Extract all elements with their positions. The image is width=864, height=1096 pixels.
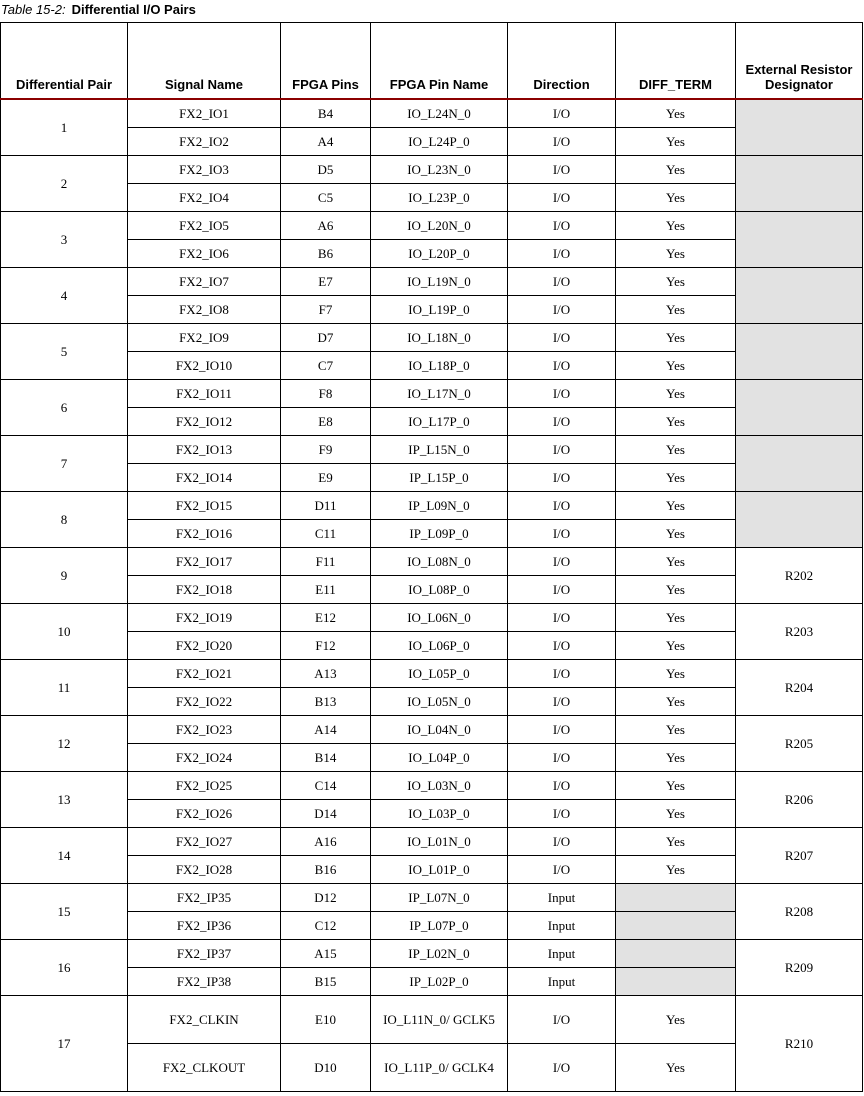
fpga-pin-name-cell: IP_L15P_0 [371,464,508,492]
fpga-pin-cell: B6 [281,240,371,268]
fpga-pin-cell: D7 [281,324,371,352]
signal-name-cell: FX2_IO6 [128,240,281,268]
fpga-pin-cell: D14 [281,800,371,828]
table-row [1,660,863,688]
diff-term-cell: Yes [616,492,736,520]
diff-term-cell: Yes [616,128,736,156]
fpga-pin-name-cell: IO_L03N_0 [371,772,508,800]
diff-term-cell: Yes [616,996,736,1044]
fpga-pin-name-cell: IO_L01N_0 [371,828,508,856]
signal-name-cell: FX2_IO7 [128,268,281,296]
diff-term-cell: Yes [616,464,736,492]
table-row [1,772,863,800]
fpga-pin-name-cell: IO_L20N_0 [371,212,508,240]
signal-name-cell: FX2_CLKOUT [128,1044,281,1092]
direction-cell: I/O [508,352,616,380]
table-row [1,548,863,576]
resistor-designator-cell: R207 [736,828,863,884]
table-row [1,464,863,492]
fpga-pin-cell: A16 [281,828,371,856]
fpga-pin-name-cell: IO_L17P_0 [371,408,508,436]
differential-pair-cell: 2 [1,156,128,212]
diff-term-cell: Yes [616,772,736,800]
signal-name-cell: FX2_IP38 [128,968,281,996]
fpga-pin-name-cell: IO_L18N_0 [371,324,508,352]
direction-cell: Input [508,884,616,912]
signal-name-cell: FX2_IP36 [128,912,281,940]
direction-cell: I/O [508,268,616,296]
fpga-pin-cell: B14 [281,744,371,772]
signal-name-cell: FX2_IO16 [128,520,281,548]
diff-term-cell: Yes [616,716,736,744]
direction-cell: I/O [508,520,616,548]
diff-term-cell [616,968,736,996]
col-header-diff-term: DIFF_TERM [616,23,736,100]
table-row [1,520,863,548]
fpga-pin-cell: F12 [281,632,371,660]
differential-io-table [0,22,863,1092]
fpga-pin-cell: A15 [281,940,371,968]
table-row [1,716,863,744]
diff-term-cell: Yes [616,828,736,856]
signal-name-cell: FX2_IO9 [128,324,281,352]
table-row [1,352,863,380]
table-row [1,800,863,828]
table-row [1,408,863,436]
fpga-pin-name-cell: IP_L07N_0 [371,884,508,912]
resistor-designator-cell: R205 [736,716,863,772]
direction-cell: I/O [508,128,616,156]
differential-pair-cell: 6 [1,380,128,436]
resistor-designator-cell: R204 [736,660,863,716]
direction-cell: I/O [508,464,616,492]
signal-name-cell: FX2_IO13 [128,436,281,464]
signal-name-cell: FX2_IO12 [128,408,281,436]
fpga-pin-cell: D5 [281,156,371,184]
fpga-pin-cell: F9 [281,436,371,464]
diff-term-cell [616,912,736,940]
table-row [1,240,863,268]
fpga-pin-cell: E12 [281,604,371,632]
direction-cell: I/O [508,548,616,576]
fpga-pin-cell: A6 [281,212,371,240]
differential-pair-cell: 1 [1,99,128,156]
differential-pair-cell: 9 [1,548,128,604]
fpga-pin-cell: A4 [281,128,371,156]
direction-cell: I/O [508,632,616,660]
signal-name-cell: FX2_IO3 [128,156,281,184]
signal-name-cell: FX2_IO28 [128,856,281,884]
differential-pair-cell: 16 [1,940,128,996]
table-row [1,632,863,660]
fpga-pin-name-cell: IP_L15N_0 [371,436,508,464]
col-header-fpga-pin-name: FPGA Pin Name [371,23,508,100]
fpga-pin-name-cell: IO_L18P_0 [371,352,508,380]
direction-cell: I/O [508,184,616,212]
table-row [1,99,863,128]
table-row [1,996,863,1044]
direction-cell: I/O [508,828,616,856]
table-row [1,184,863,212]
fpga-pin-name-cell: IP_L02N_0 [371,940,508,968]
differential-pair-cell: 13 [1,772,128,828]
differential-pair-cell: 12 [1,716,128,772]
resistor-designator-cell [736,492,863,548]
signal-name-cell: FX2_CLKIN [128,996,281,1044]
table-row [1,268,863,296]
fpga-pin-name-cell: IP_L07P_0 [371,912,508,940]
diff-term-cell: Yes [616,744,736,772]
signal-name-cell: FX2_IO25 [128,772,281,800]
resistor-designator-cell: R209 [736,940,863,996]
direction-cell: Input [508,968,616,996]
table-caption [1,0,196,20]
direction-cell: I/O [508,856,616,884]
differential-pair-cell: 14 [1,828,128,884]
diff-term-cell: Yes [616,268,736,296]
fpga-pin-name-cell: IO_L08P_0 [371,576,508,604]
fpga-pin-name-cell: IP_L09P_0 [371,520,508,548]
differential-pair-cell: 11 [1,660,128,716]
direction-cell: I/O [508,772,616,800]
fpga-pin-name-cell: IO_L23N_0 [371,156,508,184]
col-header-fpga-pins: FPGA Pins [281,23,371,100]
resistor-designator-cell [736,268,863,324]
resistor-designator-cell [736,436,863,492]
differential-pair-cell: 5 [1,324,128,380]
direction-cell: I/O [508,744,616,772]
signal-name-cell: FX2_IO19 [128,604,281,632]
differential-pair-cell: 15 [1,884,128,940]
table-row [1,856,863,884]
fpga-pin-name-cell: IO_L06N_0 [371,604,508,632]
direction-cell: I/O [508,800,616,828]
signal-name-cell: FX2_IO5 [128,212,281,240]
diff-term-cell: Yes [616,520,736,548]
table-row [1,212,863,240]
direction-cell: Input [508,940,616,968]
fpga-pin-name-cell: IO_L23P_0 [371,184,508,212]
fpga-pin-cell: C7 [281,352,371,380]
fpga-pin-cell: E7 [281,268,371,296]
direction-cell: I/O [508,716,616,744]
fpga-pin-cell: B13 [281,688,371,716]
direction-cell: I/O [508,296,616,324]
table-title: Differential I/O Pairs [71,2,196,17]
fpga-pin-name-cell: IO_L08N_0 [371,548,508,576]
diff-term-cell: Yes [616,604,736,632]
diff-term-cell: Yes [616,352,736,380]
resistor-designator-cell [736,324,863,380]
signal-name-cell: FX2_IO2 [128,128,281,156]
col-header-external-resistor: External Resistor Designator [736,23,863,100]
table-row [1,828,863,856]
table-row [1,968,863,996]
fpga-pin-name-cell: IP_L02P_0 [371,968,508,996]
signal-name-cell: FX2_IO14 [128,464,281,492]
differential-pair-cell: 7 [1,436,128,492]
differential-pair-cell: 17 [1,996,128,1092]
fpga-pin-cell: B15 [281,968,371,996]
fpga-pin-name-cell: IO_L03P_0 [371,800,508,828]
fpga-pin-name-cell: IO_L04N_0 [371,716,508,744]
resistor-designator-cell [736,156,863,212]
diff-term-cell: Yes [616,240,736,268]
fpga-pin-name-cell: IO_L24N_0 [371,99,508,128]
fpga-pin-name-cell: IO_L19N_0 [371,268,508,296]
fpga-pin-cell: C12 [281,912,371,940]
table-row [1,492,863,520]
differential-pair-cell: 4 [1,268,128,324]
direction-cell: I/O [508,240,616,268]
diff-term-cell: Yes [616,688,736,716]
resistor-designator-cell [736,99,863,156]
table-row [1,576,863,604]
fpga-pin-cell: D12 [281,884,371,912]
direction-cell: I/O [508,1044,616,1092]
fpga-pin-cell: E8 [281,408,371,436]
fpga-pin-name-cell: IO_L24P_0 [371,128,508,156]
signal-name-cell: FX2_IP37 [128,940,281,968]
fpga-pin-name-cell: IO_L04P_0 [371,744,508,772]
signal-name-cell: FX2_IO18 [128,576,281,604]
fpga-pin-name-cell: IO_L11P_0/ GCLK4 [371,1044,508,1092]
resistor-designator-cell: R202 [736,548,863,604]
diff-term-cell [616,940,736,968]
table-row [1,912,863,940]
signal-name-cell: FX2_IO15 [128,492,281,520]
direction-cell: I/O [508,212,616,240]
col-header-differential-pair: Differential Pair [1,23,128,100]
diff-term-cell: Yes [616,380,736,408]
fpga-pin-name-cell: IO_L17N_0 [371,380,508,408]
signal-name-cell: FX2_IO21 [128,660,281,688]
resistor-designator-cell: R206 [736,772,863,828]
diff-term-cell: Yes [616,800,736,828]
resistor-designator-cell: R203 [736,604,863,660]
diff-term-cell: Yes [616,1044,736,1092]
diff-term-cell: Yes [616,576,736,604]
fpga-pin-name-cell: IO_L05N_0 [371,688,508,716]
diff-term-cell [616,884,736,912]
table-row [1,380,863,408]
fpga-pin-cell: B4 [281,99,371,128]
diff-term-cell: Yes [616,99,736,128]
direction-cell: I/O [508,604,616,632]
signal-name-cell: FX2_IO27 [128,828,281,856]
direction-cell: I/O [508,576,616,604]
diff-term-cell: Yes [616,324,736,352]
direction-cell: I/O [508,660,616,688]
signal-name-cell: FX2_IO8 [128,296,281,324]
signal-name-cell: FX2_IO24 [128,744,281,772]
fpga-pin-cell: A13 [281,660,371,688]
fpga-pin-cell: F8 [281,380,371,408]
fpga-pin-name-cell: IO_L06P_0 [371,632,508,660]
fpga-pin-name-cell: IO_L05P_0 [371,660,508,688]
differential-pair-cell: 3 [1,212,128,268]
signal-name-cell: FX2_IO26 [128,800,281,828]
diff-term-cell: Yes [616,408,736,436]
direction-cell: I/O [508,408,616,436]
diff-term-cell: Yes [616,856,736,884]
table-row [1,940,863,968]
fpga-pin-cell: C14 [281,772,371,800]
resistor-designator-cell: R208 [736,884,863,940]
direction-cell: Input [508,912,616,940]
table-row [1,436,863,464]
resistor-designator-cell [736,212,863,268]
table-row [1,128,863,156]
direction-cell: I/O [508,324,616,352]
fpga-pin-cell: E9 [281,464,371,492]
table-body [1,99,863,1092]
fpga-pin-cell: D10 [281,1044,371,1092]
direction-cell: I/O [508,996,616,1044]
direction-cell: I/O [508,436,616,464]
diff-term-cell: Yes [616,436,736,464]
col-header-direction: Direction [508,23,616,100]
fpga-pin-name-cell: IO_L20P_0 [371,240,508,268]
signal-name-cell: FX2_IO20 [128,632,281,660]
direction-cell: I/O [508,156,616,184]
signal-name-cell: FX2_IO23 [128,716,281,744]
direction-cell: I/O [508,99,616,128]
table-row [1,744,863,772]
differential-pair-cell: 8 [1,492,128,548]
signal-name-cell: FX2_IO1 [128,99,281,128]
fpga-pin-cell: A14 [281,716,371,744]
signal-name-cell: FX2_IO10 [128,352,281,380]
differential-pair-cell: 10 [1,604,128,660]
header-row [1,23,863,100]
fpga-pin-cell: C5 [281,184,371,212]
direction-cell: I/O [508,688,616,716]
table-row [1,296,863,324]
table-row [1,1044,863,1092]
signal-name-cell: FX2_IO4 [128,184,281,212]
fpga-pin-cell: E10 [281,996,371,1044]
fpga-pin-cell: C11 [281,520,371,548]
fpga-pin-cell: B16 [281,856,371,884]
fpga-pin-name-cell: IO_L01P_0 [371,856,508,884]
fpga-pin-name-cell: IP_L09N_0 [371,492,508,520]
table-row [1,324,863,352]
resistor-designator-cell: R210 [736,996,863,1092]
diff-term-cell: Yes [616,212,736,240]
fpga-pin-name-cell: IO_L19P_0 [371,296,508,324]
diff-term-cell: Yes [616,632,736,660]
fpga-pin-cell: E11 [281,576,371,604]
table-number: Table 15-2: [1,2,66,17]
fpga-pin-cell: D11 [281,492,371,520]
signal-name-cell: FX2_IO17 [128,548,281,576]
diff-term-cell: Yes [616,548,736,576]
table-row [1,688,863,716]
signal-name-cell: FX2_IO22 [128,688,281,716]
signal-name-cell: FX2_IO11 [128,380,281,408]
diff-term-cell: Yes [616,660,736,688]
fpga-pin-cell: F11 [281,548,371,576]
table-row [1,156,863,184]
col-header-signal-name: Signal Name [128,23,281,100]
resistor-designator-cell [736,380,863,436]
diff-term-cell: Yes [616,296,736,324]
table-row [1,884,863,912]
table-row [1,604,863,632]
direction-cell: I/O [508,492,616,520]
fpga-pin-cell: F7 [281,296,371,324]
signal-name-cell: FX2_IP35 [128,884,281,912]
diff-term-cell: Yes [616,184,736,212]
direction-cell: I/O [508,380,616,408]
diff-term-cell: Yes [616,156,736,184]
fpga-pin-name-cell: IO_L11N_0/ GCLK5 [371,996,508,1044]
